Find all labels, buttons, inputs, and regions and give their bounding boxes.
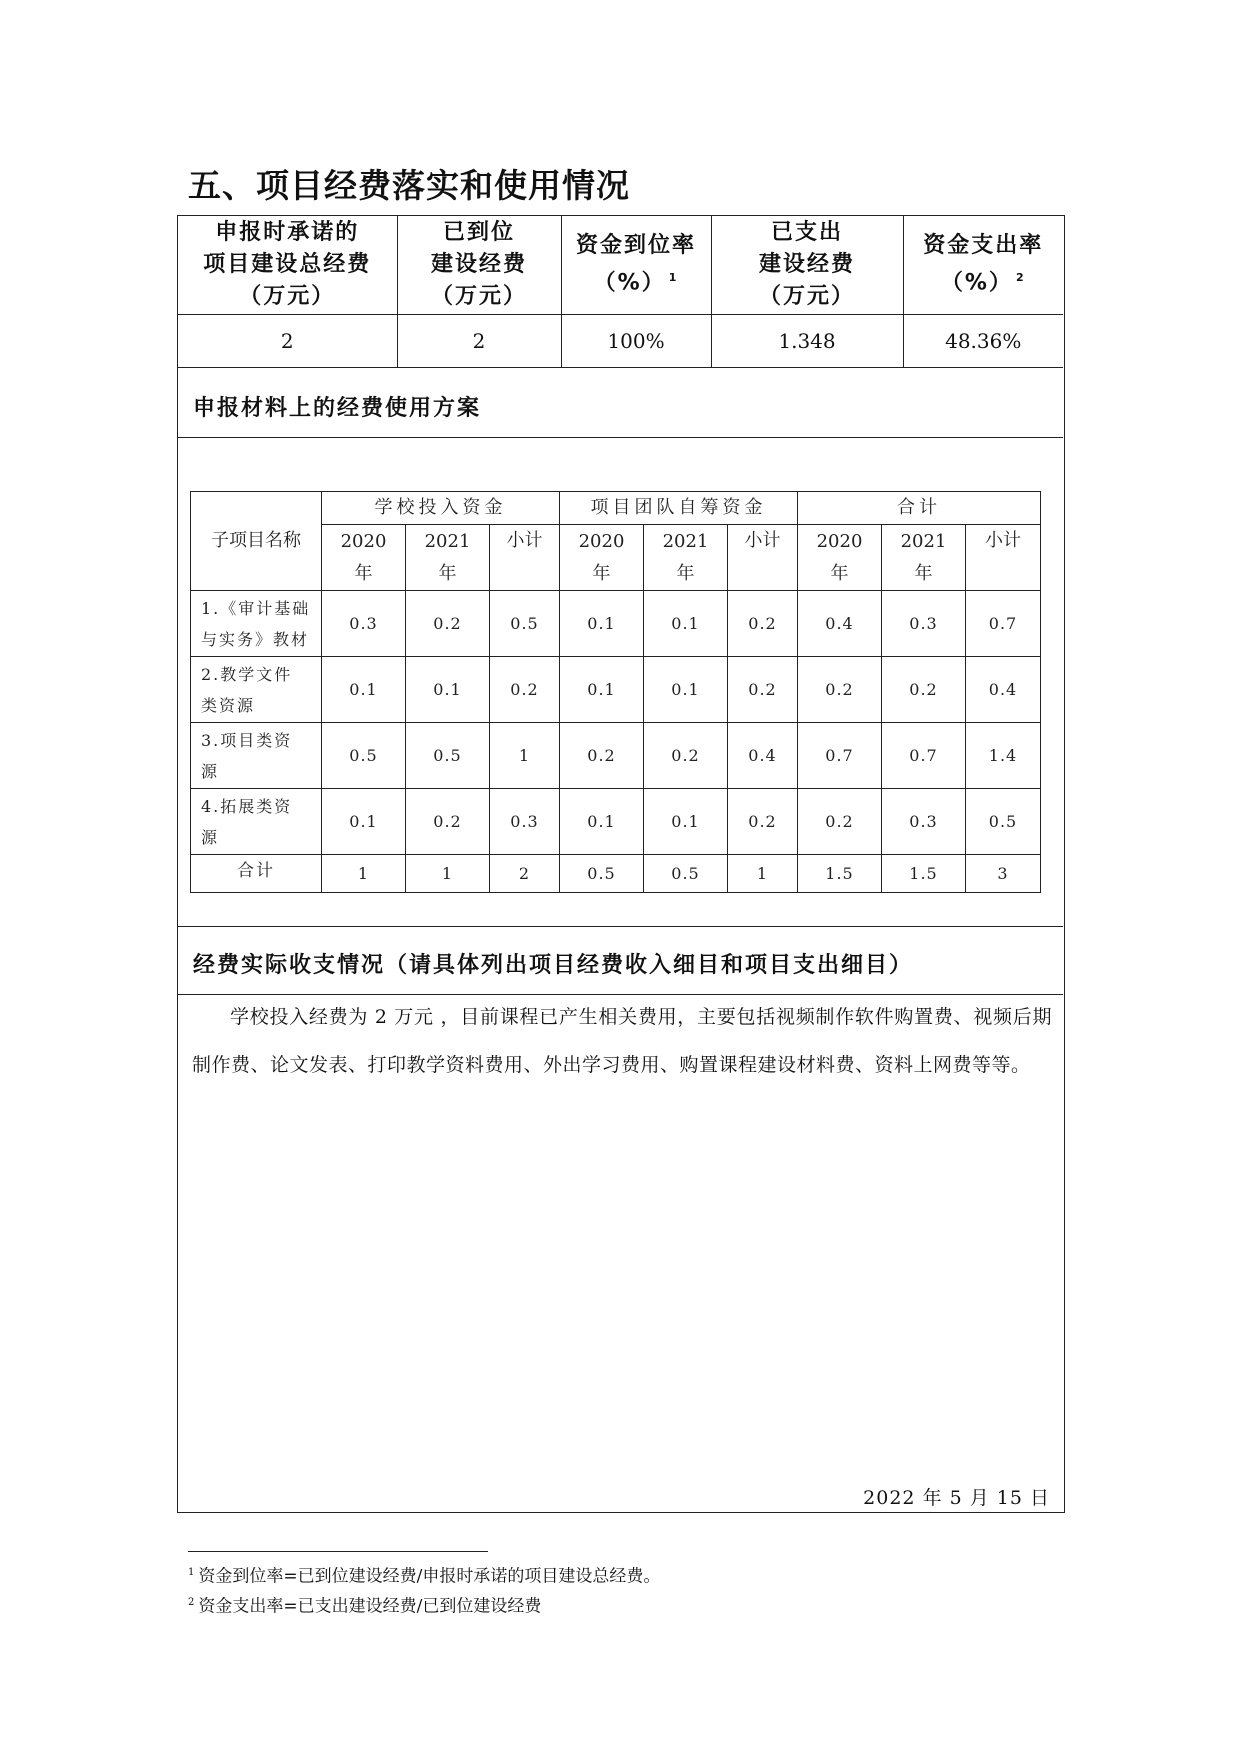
cell-value: 1.5 (882, 855, 966, 893)
funding-form (177, 215, 1065, 1513)
row-name: 2.教学文件 类资源 (191, 657, 322, 723)
cell-value: 0.4 (728, 723, 798, 789)
footnotes (188, 1560, 660, 1619)
plan-subheader-2020: 2020 年 (798, 525, 882, 591)
header-spending-rate: 资金支出率 （%） $^2$ (903, 216, 1063, 315)
value-arrival-rate: 100% (561, 315, 711, 368)
cell-value: 0.1 (406, 657, 490, 723)
cell-value: 0.3 (490, 789, 560, 855)
cell-value: 1 (490, 723, 560, 789)
plan-subheader-subtotal: 小计 (728, 525, 798, 591)
cell-value: 0.2 (798, 789, 882, 855)
value-funds-received: 2 (397, 315, 561, 368)
cell-value: 0.3 (882, 591, 966, 657)
cell-value: 0.2 (728, 657, 798, 723)
report-date: 2022 年 5 月 15 日 (863, 1487, 1050, 1509)
cell-value: 0.2 (728, 591, 798, 657)
plan-group-school: 学校投入资金 (322, 492, 560, 525)
cell-value: 0.2 (798, 657, 882, 723)
cell-value: 0.1 (560, 657, 644, 723)
value-funds-spent: 1.348 (711, 315, 903, 368)
cell-value: 0.5 (406, 723, 490, 789)
cell-value: 0.3 (882, 789, 966, 855)
footnote-2: $^2$ 资金支出率=已支出建设经费/已到位建设经费 (188, 1596, 542, 1617)
plan-subheader-subtotal: 小计 (966, 525, 1041, 591)
cell-value: 2 (490, 855, 560, 893)
section-title: 五、项目经费落实和使用情况 (188, 166, 630, 205)
divider (178, 437, 1063, 438)
cell-value: 0.7 (882, 723, 966, 789)
plan-subheader-2020: 2020 年 (560, 525, 644, 591)
divider (178, 926, 1063, 927)
cell-value: 0.5 (490, 591, 560, 657)
cell-value: 1 (322, 855, 406, 893)
funding-plan-table (190, 491, 1041, 893)
summary-value-row (178, 315, 1063, 368)
cell-value: 0.1 (560, 789, 644, 855)
cell-value: 0.1 (644, 591, 728, 657)
plan-group-row (191, 492, 1041, 525)
cell-value: 0.2 (728, 789, 798, 855)
plan-subheader-2021: 2021 年 (406, 525, 490, 591)
funding-summary-table (178, 216, 1063, 368)
cell-value: 0.2 (406, 591, 490, 657)
actual-expenditure-text: 学校投入经费为 2 万元 ，目前课程已产生相关费用，主要包括视频制作软件购置费、视频后期制作费、论文发表、打印教学资料费用、外出学习费用、购置课程建设材料费、资料上网费等等。 (192, 1006, 1052, 1076)
plan-header-name: 子项目名称 (191, 492, 322, 591)
cell-value: 0.1 (560, 591, 644, 657)
plan-heading: 申报材料上的经费使用方案 (193, 396, 482, 421)
plan-subheader-2020: 2020 年 (322, 525, 406, 591)
table-row (191, 723, 1041, 789)
plan-subheader-2021: 2021 年 (882, 525, 966, 591)
header-arrival-rate: 资金到位率 （%） $^1$ (561, 216, 711, 315)
row-name: 1.《审计基础 与实务》教材 (191, 591, 322, 657)
cell-value: 0.2 (560, 723, 644, 789)
cell-value: 1 (406, 855, 490, 893)
plan-subheader-subtotal: 小计 (490, 525, 560, 591)
table-total-row (191, 855, 1041, 893)
cell-value: 0.2 (406, 789, 490, 855)
footnote-ref-1: 1 (668, 271, 679, 285)
total-row-name: 合计 (191, 855, 322, 893)
cell-value: 0.1 (644, 789, 728, 855)
table-row (191, 789, 1041, 855)
cell-value: 1.5 (798, 855, 882, 893)
cell-value: 0.4 (966, 657, 1041, 723)
header-funds-spent: 已支出 建设经费 （万元） (711, 216, 903, 315)
footnote-ref-2: 2 (1015, 271, 1026, 285)
row-name: 3.项目类资 源 (191, 723, 322, 789)
cell-value: 0.2 (490, 657, 560, 723)
cell-value: 0.2 (882, 657, 966, 723)
actual-heading: 经费实际收支情况（请具体列出项目经费收入细目和项目支出细目） (193, 953, 914, 978)
cell-value: 1.4 (966, 723, 1041, 789)
table-row (191, 591, 1041, 657)
summary-header-row (178, 216, 1063, 315)
cell-value: 0.7 (966, 591, 1041, 657)
header-funds-received: 已到位 建设经费 （万元） (397, 216, 561, 315)
plan-subheader-2021: 2021 年 (644, 525, 728, 591)
cell-value: 0.1 (322, 789, 406, 855)
cell-value: 0.5 (560, 855, 644, 893)
row-name: 4.拓展类资 源 (191, 789, 322, 855)
cell-value: 1 (728, 855, 798, 893)
header-committed-total: 申报时承诺的 项目建设总经费 （万元） (178, 216, 397, 315)
footnote-divider (188, 1551, 488, 1552)
cell-value: 0.2 (644, 723, 728, 789)
cell-value: 0.3 (322, 591, 406, 657)
cell-value: 0.7 (798, 723, 882, 789)
footnote-1: $^1$ 资金到位率=已到位建设经费/申报时承诺的项目建设总经费。 (188, 1566, 661, 1587)
cell-value: 0.5 (966, 789, 1041, 855)
cell-value: 0.1 (322, 657, 406, 723)
value-spending-rate: 48.36% (903, 315, 1063, 368)
table-row (191, 657, 1041, 723)
cell-value: 0.5 (322, 723, 406, 789)
cell-value: 0.5 (644, 855, 728, 893)
plan-group-team: 项目团队自筹资金 (560, 492, 798, 525)
plan-group-total: 合计 (798, 492, 1041, 525)
value-committed-total: 2 (178, 315, 397, 368)
cell-value: 3 (966, 855, 1041, 893)
cell-value: 0.4 (798, 591, 882, 657)
cell-value: 0.1 (644, 657, 728, 723)
